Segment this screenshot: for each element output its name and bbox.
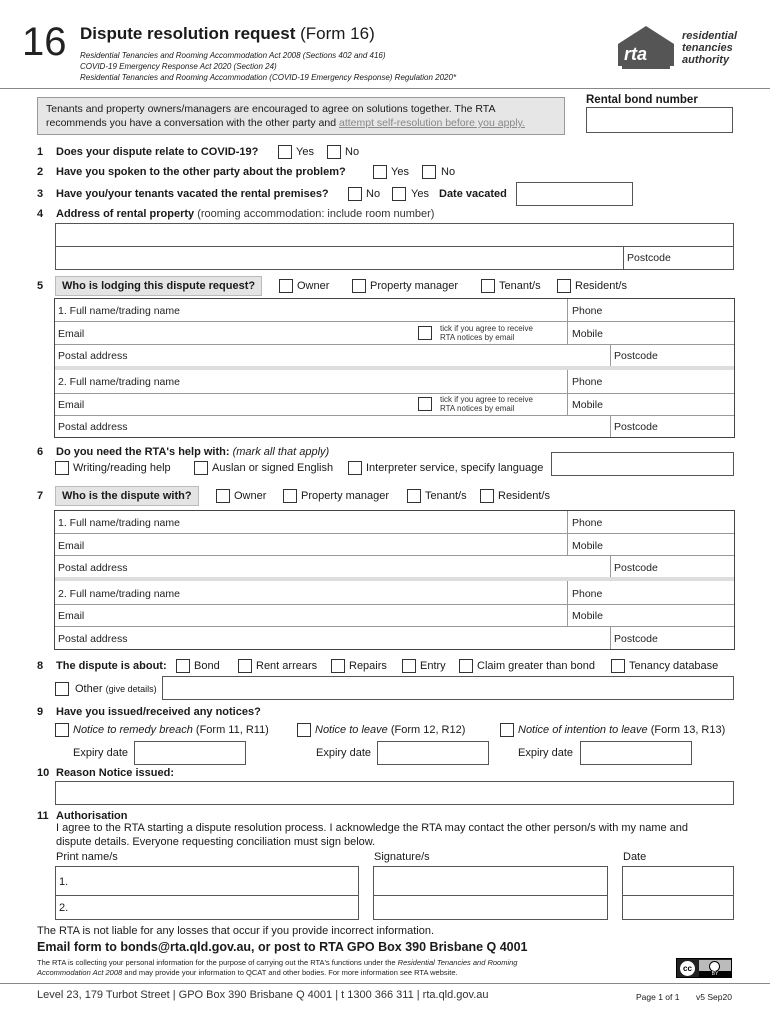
- q9-intention-to-leave-checkbox[interactable]: [500, 723, 514, 737]
- q4-number: 4: [37, 208, 44, 220]
- expiry-date-2-label: Expiry date: [316, 747, 372, 759]
- q7-residents-checkbox[interactable]: [480, 489, 494, 503]
- q5-number: 5: [37, 280, 44, 292]
- expiry-date-2-input[interactable]: [377, 741, 489, 765]
- q9-notice-to-leave-form: (Form 12, R12): [390, 724, 466, 736]
- date-vacated-label: Date vacated: [439, 188, 507, 200]
- q9-remedy-breach-form: (Form 11, R11): [195, 724, 269, 736]
- header-divider: [0, 88, 770, 89]
- q7-text: Who is the dispute with?: [55, 486, 199, 506]
- q8-tenancy-database-checkbox[interactable]: [611, 659, 625, 673]
- privacy-line-2: [37, 968, 458, 977]
- q2-number: 2: [37, 166, 44, 178]
- title-bold: Dispute resolution request: [80, 24, 296, 43]
- q9-notice-to-leave-label: [315, 724, 465, 736]
- q2-text: Have you spoken to the other party about the problem?: [56, 166, 346, 178]
- print-name-1-input[interactable]: [55, 866, 359, 896]
- cc-logo-icon: cc: [680, 961, 695, 976]
- q9-remedy-breach-checkbox[interactable]: [55, 723, 69, 737]
- q1-yes-checkbox[interactable]: [278, 145, 292, 159]
- legislation-line-2: COVID-19 Emergency Response Act 2020 (Section 24): [80, 62, 277, 71]
- page-number: Page 1 of 1: [636, 992, 680, 1002]
- lodger-2-postcode-label: Postcode: [614, 421, 658, 433]
- q8-claim-greater-label: Claim greater than bond: [477, 660, 596, 672]
- party-1-postcode-label: Postcode: [614, 562, 658, 574]
- q8-other-checkbox[interactable]: [55, 682, 69, 696]
- q5-text: Who is lodging this dispute request?: [55, 276, 262, 296]
- q9-notice-to-leave-checkbox[interactable]: [297, 723, 311, 737]
- print-name-2-input[interactable]: [55, 895, 359, 920]
- q8-other-text: Other: [75, 683, 103, 695]
- lodger-1-email-label: Email: [58, 328, 85, 340]
- privacy-2a: Accommodation Act 2008: [37, 968, 123, 977]
- q8-text: The dispute is about:: [56, 660, 167, 672]
- q4-label: Address of rental property: [56, 208, 195, 220]
- signature-2-input[interactable]: [373, 895, 608, 920]
- lodger-1-email-notices-checkbox[interactable]: [418, 326, 432, 340]
- cc-by-license-icon: [676, 958, 732, 978]
- q5-owner-label: Owner: [297, 280, 330, 292]
- q9-intention-to-leave-label: [518, 724, 725, 736]
- party-1-postal-label: Postal address: [58, 562, 128, 574]
- q8-repairs-checkbox[interactable]: [331, 659, 345, 673]
- lodger-2-mobile-label: Mobile: [572, 399, 603, 411]
- lodger-1-email-notices-note: [440, 324, 533, 342]
- signature-label: Signature/s: [374, 851, 430, 863]
- q3-number: 3: [37, 188, 44, 200]
- lodger-2-phone-label: Phone: [572, 376, 603, 388]
- q7-property-manager-checkbox[interactable]: [283, 489, 297, 503]
- expiry-date-1-input[interactable]: [134, 741, 246, 765]
- tick-note-2b: RTA notices by email: [440, 404, 515, 413]
- q6-interpreter-label: Interpreter service, specify language: [366, 462, 544, 474]
- footer-divider: [0, 983, 770, 984]
- party-1-mobile-label: Mobile: [572, 540, 603, 552]
- address-postcode-label: Postcode: [627, 252, 671, 264]
- q6-writing-reading-label: Writing/reading help: [73, 462, 171, 474]
- q11-body: I agree to the RTA starting a dispute resolution process. I acknowledge the RTA may contact the other person/s with my name and dispute details. Everyone requesting conciliation must sign below.: [56, 822, 689, 848]
- q6-number: 6: [37, 446, 44, 458]
- privacy-2b: and may provide your information to QCAT and other bodies. For more information see RTA website.: [124, 968, 458, 977]
- q5-property-manager-checkbox[interactable]: [352, 279, 366, 293]
- q6-text: [56, 446, 329, 458]
- q3-yes-checkbox[interactable]: [392, 187, 406, 201]
- lodger-2-name-label: 2. Full name/trading name: [58, 376, 180, 388]
- q5-residents-checkbox[interactable]: [557, 279, 571, 293]
- q8-claim-greater-checkbox[interactable]: [459, 659, 473, 673]
- logo-text: rta: [624, 44, 648, 64]
- logo-line-3: authority: [682, 54, 730, 66]
- q11-number: 11: [37, 810, 49, 822]
- q8-rent-arrears-checkbox[interactable]: [238, 659, 252, 673]
- q5-property-manager-label: Property manager: [370, 280, 459, 292]
- q8-other-hint: (give details): [105, 684, 157, 694]
- q5-tenants-checkbox[interactable]: [481, 279, 495, 293]
- q8-bond-checkbox[interactable]: [176, 659, 190, 673]
- signature-1-input[interactable]: [373, 866, 608, 896]
- party-2-email-label: Email: [58, 610, 85, 622]
- form-title: [80, 24, 375, 44]
- q11-text: Authorisation: [56, 810, 128, 822]
- q5-owner-checkbox[interactable]: [279, 279, 293, 293]
- interpreter-language-input[interactable]: [551, 452, 734, 476]
- lodger-1-postcode-label: Postcode: [614, 350, 658, 362]
- q6-label: Do you need the RTA's help with:: [56, 446, 230, 458]
- legislation-line-3: Residential Tenancies and Rooming Accommodation (COVID-19 Emergency Response) Regulation 2020*: [80, 73, 457, 82]
- lodger-2-email-notices-note: [440, 395, 533, 413]
- party-1-email-label: Email: [58, 540, 85, 552]
- q2-yes-checkbox[interactable]: [373, 165, 387, 179]
- cc-by-icon: [699, 960, 731, 977]
- version-label: v5 Sep20: [696, 992, 732, 1002]
- q9-text: Have you issued/received any notices?: [56, 706, 261, 718]
- intro-text: Tenants and property owners/managers are encouraged to agree on solutions together. The RTA recommends you have a conversation with the other party and: [46, 103, 495, 129]
- lodger-2-email-notices-checkbox[interactable]: [418, 397, 432, 411]
- q1-no-label: No: [345, 146, 360, 158]
- party-2-postal-label: Postal address: [58, 633, 128, 645]
- q9-notice-to-leave-name: Notice to leave: [315, 724, 388, 736]
- q9-intention-to-leave-name: Notice of intention to leave: [518, 724, 648, 736]
- print-name-label: Print name/s: [56, 851, 118, 863]
- q6-interpreter-checkbox[interactable]: [348, 461, 362, 475]
- party-2-phone-label: Phone: [572, 588, 603, 600]
- q2-no-checkbox[interactable]: [422, 165, 436, 179]
- date-label: Date: [623, 851, 647, 863]
- q10-number: 10: [37, 767, 50, 779]
- liability-note: The RTA is not liable for any losses that occur if you provide incorrect information.: [37, 925, 434, 937]
- rta-logo: [612, 22, 752, 72]
- row-2-label: 2.: [59, 902, 69, 914]
- q2-no-label: No: [441, 166, 456, 178]
- q1-yes-label: Yes: [296, 146, 314, 158]
- q6-auslan-label: Auslan or signed English: [212, 462, 334, 474]
- q7-tenants-checkbox[interactable]: [407, 489, 421, 503]
- tick-note-1b: RTA notices by email: [440, 333, 515, 342]
- title-regular: (Form 16): [300, 24, 375, 43]
- q7-number: 7: [37, 490, 44, 502]
- q10-text: Reason Notice issued:: [56, 767, 174, 779]
- privacy-1b: Residential Tenancies and Rooming: [397, 958, 518, 967]
- q3-text: Have you/your tenants vacated the rental premises?: [56, 188, 329, 200]
- q8-other-label: [75, 683, 157, 695]
- date-1-input[interactable]: [622, 866, 734, 896]
- lodger-1-mobile-label: Mobile: [572, 328, 603, 340]
- q4-hint: (rooming accommodation: include room number): [197, 208, 435, 220]
- intro-box: [37, 97, 565, 135]
- rta-contact-address: Level 23, 179 Turbot Street | GPO Box 390 Brisbane Q 4001 | t 1300 366 311 | rta.qld.gov.au: [37, 989, 489, 1001]
- q6-writing-reading-checkbox[interactable]: [55, 461, 69, 475]
- expiry-date-1-label: Expiry date: [73, 747, 129, 759]
- logo-line-2: tenancies: [682, 42, 733, 54]
- logo-line-1: residential: [682, 30, 738, 42]
- q7-residents-label: Resident/s: [498, 490, 550, 502]
- q2-yes-label: Yes: [391, 166, 409, 178]
- q8-entry-checkbox[interactable]: [402, 659, 416, 673]
- q8-other-details-input[interactable]: [162, 676, 734, 700]
- submission-instructions: Email form to bonds@rta.qld.gov.au, or post to RTA GPO Box 390 Brisbane Q 4001: [37, 940, 528, 954]
- party-1-phone-label: Phone: [572, 517, 603, 529]
- q8-entry-label: Entry: [420, 660, 446, 672]
- q8-number: 8: [37, 660, 44, 672]
- expiry-date-3-label: Expiry date: [518, 747, 574, 759]
- q9-remedy-breach-name: Notice to remedy breach: [73, 724, 193, 736]
- reason-notice-input[interactable]: [55, 781, 734, 805]
- rental-bond-input[interactable]: [586, 107, 733, 133]
- q8-rent-arrears-label: Rent arrears: [256, 660, 318, 672]
- lodger-1-postal-label: Postal address: [58, 350, 128, 362]
- cc-by-text: BY: [699, 971, 731, 977]
- party-2-mobile-label: Mobile: [572, 610, 603, 622]
- party-1-name-label: 1. Full name/trading name: [58, 517, 180, 529]
- privacy-line-1: [37, 958, 517, 967]
- party-2-postcode-label: Postcode: [614, 633, 658, 645]
- q1-no-checkbox[interactable]: [327, 145, 341, 159]
- q9-remedy-breach-label: [73, 724, 269, 736]
- lodger-2-postal-label: Postal address: [58, 421, 128, 433]
- q8-repairs-label: Repairs: [349, 660, 387, 672]
- q8-tenancy-database-label: Tenancy database: [629, 660, 719, 672]
- address-line-2-input[interactable]: [55, 246, 624, 270]
- q8-bond-label: Bond: [194, 660, 220, 672]
- q6-auslan-checkbox[interactable]: [194, 461, 208, 475]
- legislation-line-1: Residential Tenancies and Rooming Accommodation Act 2008 (Sections 402 and 416): [80, 51, 386, 60]
- q3-yes-label: Yes: [411, 188, 429, 200]
- q7-owner-label: Owner: [234, 490, 267, 502]
- q5-tenants-label: Tenant/s: [499, 280, 541, 292]
- q1-text: Does your dispute relate to COVID-19?: [56, 146, 259, 158]
- lodger-1-phone-label: Phone: [572, 305, 603, 317]
- row-1-label: 1.: [59, 876, 69, 888]
- q9-number: 9: [37, 706, 44, 718]
- party-2-name-label: 2. Full name/trading name: [58, 588, 180, 600]
- form-number: 16: [22, 20, 67, 64]
- lodger-2-email-label: Email: [58, 399, 85, 411]
- q5-residents-label: Resident/s: [575, 280, 627, 292]
- q7-property-manager-label: Property manager: [301, 490, 390, 502]
- expiry-date-3-input[interactable]: [580, 741, 692, 765]
- tick-note-1a: tick if you agree to receive: [440, 324, 533, 333]
- address-line-1-input[interactable]: [55, 223, 734, 247]
- q9-intention-to-leave-form: (Form 13, R13): [650, 724, 726, 736]
- q6-hint: (mark all that apply): [232, 446, 330, 458]
- date-vacated-input[interactable]: [516, 182, 633, 206]
- q4-text: [56, 208, 434, 220]
- q7-tenants-label: Tenant/s: [425, 490, 467, 502]
- lodger-1-name-label: 1. Full name/trading name: [58, 305, 180, 317]
- q3-no-checkbox[interactable]: [348, 187, 362, 201]
- tick-note-2a: tick if you agree to receive: [440, 395, 533, 404]
- date-2-input[interactable]: [622, 895, 734, 920]
- q7-owner-checkbox[interactable]: [216, 489, 230, 503]
- q3-no-label: No: [366, 188, 381, 200]
- q1-number: 1: [37, 146, 44, 158]
- rental-bond-label: Rental bond number: [586, 94, 698, 106]
- privacy-1a: The RTA is collecting your personal information for the purpose of carrying out the RTA's functions under the: [37, 958, 396, 967]
- self-resolution-link[interactable]: attempt self-resolution before you apply.: [339, 117, 525, 129]
